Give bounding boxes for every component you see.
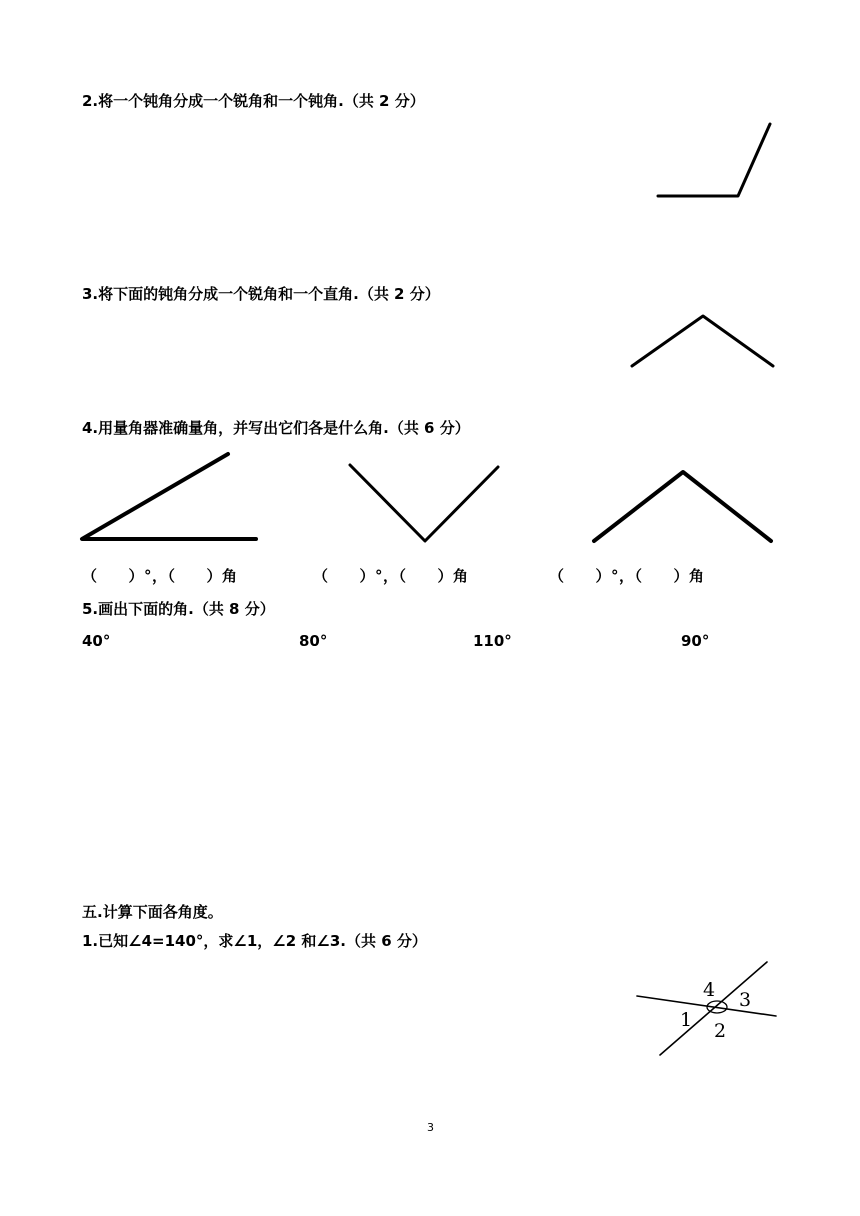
angle-40: 40° (82, 632, 111, 650)
section-5-question-1: 1.已知∠4=140°，求∠1，∠2 和∠3.（共 6 分） (82, 932, 427, 950)
question-3: 3.将下面的钝角分成一个锐角和一个直角.（共 2 分） (82, 285, 440, 303)
angle-90: 90° (681, 632, 710, 650)
angle-80: 80° (299, 632, 328, 650)
page-number: 3 (427, 1121, 434, 1134)
label-4: 4 (703, 979, 716, 1001)
label-1: 1 (680, 1009, 693, 1031)
question-5: 5.画出下面的角.（共 8 分） (82, 600, 275, 618)
answer-blank-3: （ ）°，（ ）角 (549, 567, 705, 585)
section-5-heading: 五.计算下面各角度。 (82, 903, 223, 921)
angle-110: 110° (473, 632, 512, 650)
question-4: 4.用量角器准确量角，并写出它们各是什么角.（共 6 分） (82, 419, 470, 437)
label-3: 3 (739, 989, 752, 1011)
answer-blank-1: （ ）°，（ ）角 (82, 567, 238, 585)
label-2: 2 (714, 1020, 727, 1042)
answer-blank-2: （ ）°，（ ）角 (313, 567, 469, 585)
question-2: 2.将一个钝角分成一个锐角和一个钝角.（共 2 分） (82, 92, 425, 110)
